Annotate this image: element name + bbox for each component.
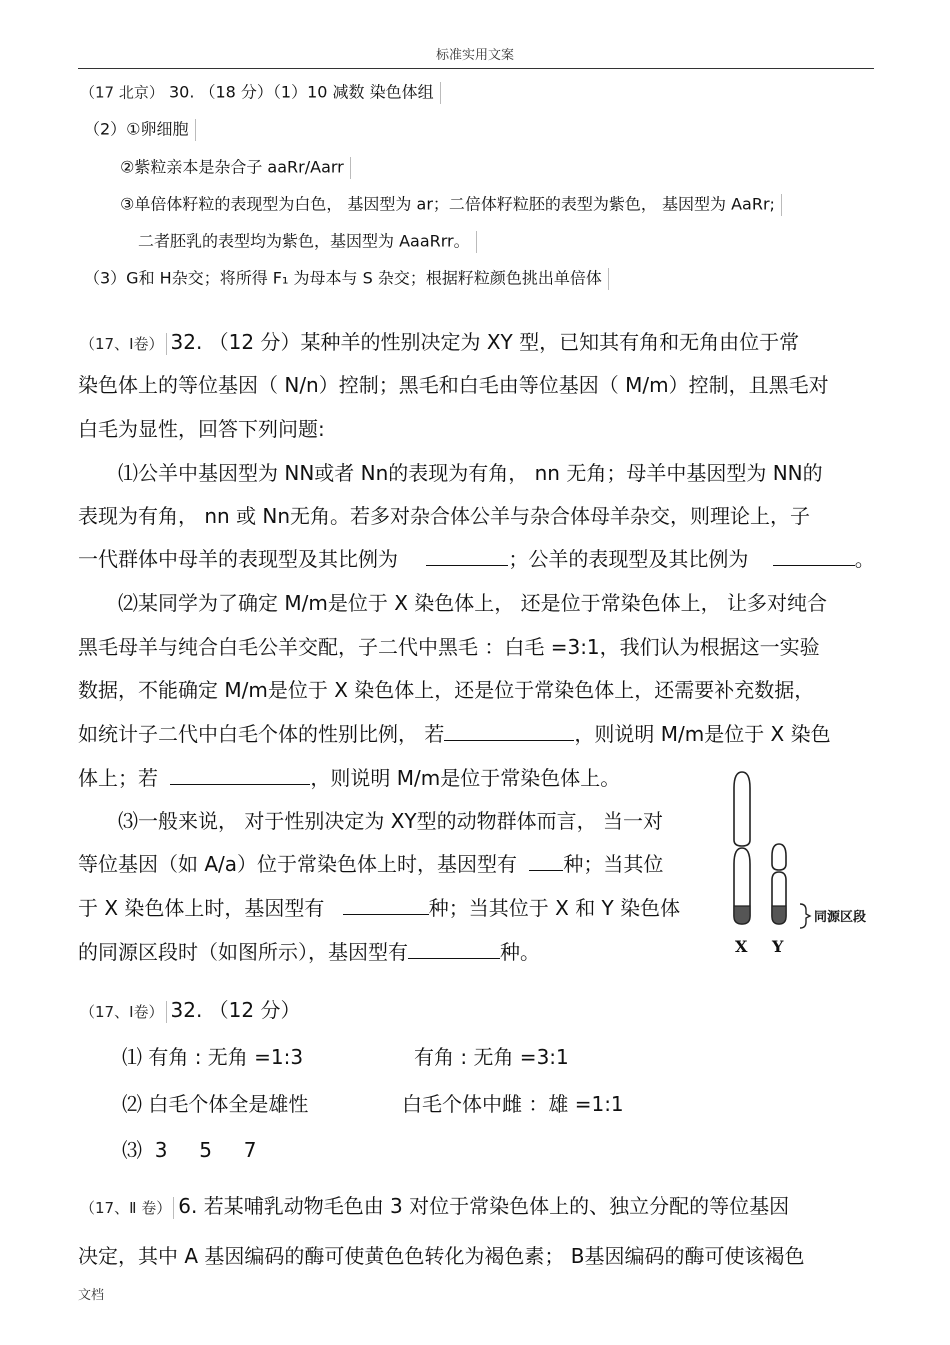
question-text: 一代群体中母羊的表现型及其比例为 <box>78 547 398 571</box>
question-text: 等位基因（如 A/a）位于常染色体上时，基因型有 <box>78 852 518 876</box>
answer-17-beijing-line1 <box>80 82 441 104</box>
question-text: 如统计子二代中白毛个体的性别比例， 若 <box>78 722 445 746</box>
question-17-1-q1b: 表现为有角， nn 或 Nn无角。若多对杂合体公羊与杂合体母羊杂交，则理论上，子 <box>78 504 811 528</box>
question-17-1-q3b <box>78 851 663 877</box>
answer-17-1-a2-left: ⑵ 白毛个体全是雄性 <box>122 1092 309 1116</box>
y-homologous-segment <box>772 906 786 924</box>
answer-text: 30. （18 分）（1）10 减数 染色体组 <box>168 82 434 102</box>
divider <box>608 268 609 290</box>
answer-17-beijing-line5 <box>138 231 477 253</box>
question-text: 于 X 染色体上时，基因型有 <box>78 896 325 920</box>
y-label: Y <box>772 937 784 956</box>
bracket-label: 同源区段 <box>814 910 867 925</box>
source-tag: （17 北京） <box>80 83 164 102</box>
question-17-2-p1 <box>80 1193 789 1221</box>
answer-17-1-title <box>80 997 301 1025</box>
question-17-1-q3a: ⑶一般来说， 对于性别决定为 XY型的动物群体而言， 当一对 <box>118 809 663 833</box>
homologous-bracket <box>800 904 810 928</box>
question-text: 种；当其位于 X 和 Y 染色体 <box>428 896 681 920</box>
divider <box>166 1001 167 1023</box>
divider <box>476 231 477 253</box>
question-text: 。 <box>854 547 875 571</box>
y-chromosome-upper-arm <box>772 844 786 870</box>
answer-17-1-a3: ⑶ 3 5 7 <box>122 1138 257 1162</box>
question-17-1-p1 <box>80 329 799 357</box>
question-17-1-q3c <box>78 895 680 921</box>
question-17-1-q2e <box>78 765 620 791</box>
question-text: 32. （12 分）某种羊的性别决定为 XY 型，已知其有角和无角由位于常 <box>170 330 800 354</box>
chromosome-figure <box>720 768 880 968</box>
answer-blank[interactable] <box>773 547 855 566</box>
answer-blank[interactable] <box>408 940 500 959</box>
page-footer: 文档 <box>78 1288 105 1303</box>
divider <box>195 119 196 141</box>
answer-text: ③单倍体籽粒的表现型为白色， 基因型为 ar；二倍体籽粒胚的表型为紫色， 基因型为 AaRr; <box>120 194 775 214</box>
answer-blank[interactable] <box>170 766 310 785</box>
question-17-1-q2d <box>78 721 831 747</box>
answer-blank[interactable] <box>426 547 508 566</box>
question-17-2-p2: 决定，其中 A 基因编码的酶可使黄色色转化为褐色素； B基因编码的酶可使该褐色 <box>78 1244 805 1268</box>
source-tag: （17、Ⅰ卷） <box>80 1003 164 1021</box>
divider <box>350 157 351 179</box>
page-header: 标准实用文案 <box>435 48 514 63</box>
divider <box>166 333 167 355</box>
answer-text: （2）①卵细胞 <box>84 119 189 139</box>
answer-17-beijing-line4 <box>120 194 782 216</box>
question-text: ，则说明 M/m是位于 X 染色 <box>574 722 831 746</box>
divider <box>440 82 441 104</box>
question-text: 种。 <box>500 940 540 964</box>
question-17-1-q1c <box>78 546 875 572</box>
question-17-1-q3d <box>78 939 540 965</box>
question-17-1-p3: 白毛为显性，回答下列问题: <box>78 417 325 441</box>
question-17-1-p2: 染色体上的等位基因（ N/n）控制；黑毛和白毛由等位基因（ M/m）控制，且黑毛对 <box>78 373 829 397</box>
question-text: ，则说明 M/m是位于常染色体上。 <box>310 766 621 790</box>
header-divider <box>78 68 874 69</box>
answer-text: 32. （12 分） <box>170 998 301 1022</box>
answer-17-1-a2-right: 白毛个体中雌 ：雄 =1:1 <box>402 1092 624 1116</box>
source-tag: （17、Ⅰ卷） <box>80 335 164 353</box>
question-17-1-q2b: 黑毛母羊与纯合白毛公羊交配，子二代中黑毛 ：白毛 =3:1，我们认为根据这一实验 <box>78 635 820 659</box>
question-text: ；公羊的表现型及其比例为 <box>508 547 749 571</box>
answer-text: （3）G和 H杂交；将所得 F₁ 为母本与 S 杂交；根据籽粒颜色挑出单倍体 <box>84 268 602 288</box>
question-text: 6. 若某哺乳动物毛色由 3 对位于常染色体上的、独立分配的等位基因 <box>178 1194 790 1218</box>
answer-17-1-a1-left: ⑴ 有角 : 无角 =1:3 <box>122 1045 304 1069</box>
answer-17-beijing-line6 <box>84 268 609 290</box>
answer-17-beijing-line2 <box>84 119 196 141</box>
answer-blank[interactable] <box>444 722 574 741</box>
answer-blank[interactable] <box>529 852 563 871</box>
answer-17-beijing-line3 <box>120 157 351 179</box>
chromosome-diagram <box>720 768 880 968</box>
answer-blank[interactable] <box>343 896 429 915</box>
question-17-1-q2c: 数据，不能确定 M/m是位于 X 染色体上，还是位于常染色体上，还需要补充数据， <box>78 678 815 702</box>
source-tag: （17、Ⅱ 卷） <box>80 1199 172 1217</box>
x-homologous-segment <box>734 906 750 924</box>
question-17-1-q1a: ⑴公羊中基因型为 NN或者 Nn的表现为有角， nn 无角；母羊中基因型为 NN的 <box>118 461 823 485</box>
answer-17-1-a1-right: 有角 : 无角 =3:1 <box>414 1045 569 1069</box>
divider <box>781 194 782 216</box>
answer-text: 二者胚乳的表型均为紫色，基因型为 AaaRrr。 <box>138 231 470 251</box>
x-chromosome-upper-arm <box>734 772 750 846</box>
question-17-1-q2a: ⑵某同学为了确定 M/m是位于 X 染色体上， 还是位于常染色体上， 让多对纯合 <box>118 591 827 615</box>
question-text: 体上；若 <box>78 766 158 790</box>
answer-text: ②紫粒亲本是杂合子 aaRr/Aarr <box>120 157 344 177</box>
x-label: X <box>735 937 748 956</box>
divider <box>173 1197 174 1219</box>
question-text: 种；当其位 <box>563 852 664 876</box>
question-text: 的同源区段时（如图所示），基因型有 <box>78 940 408 964</box>
